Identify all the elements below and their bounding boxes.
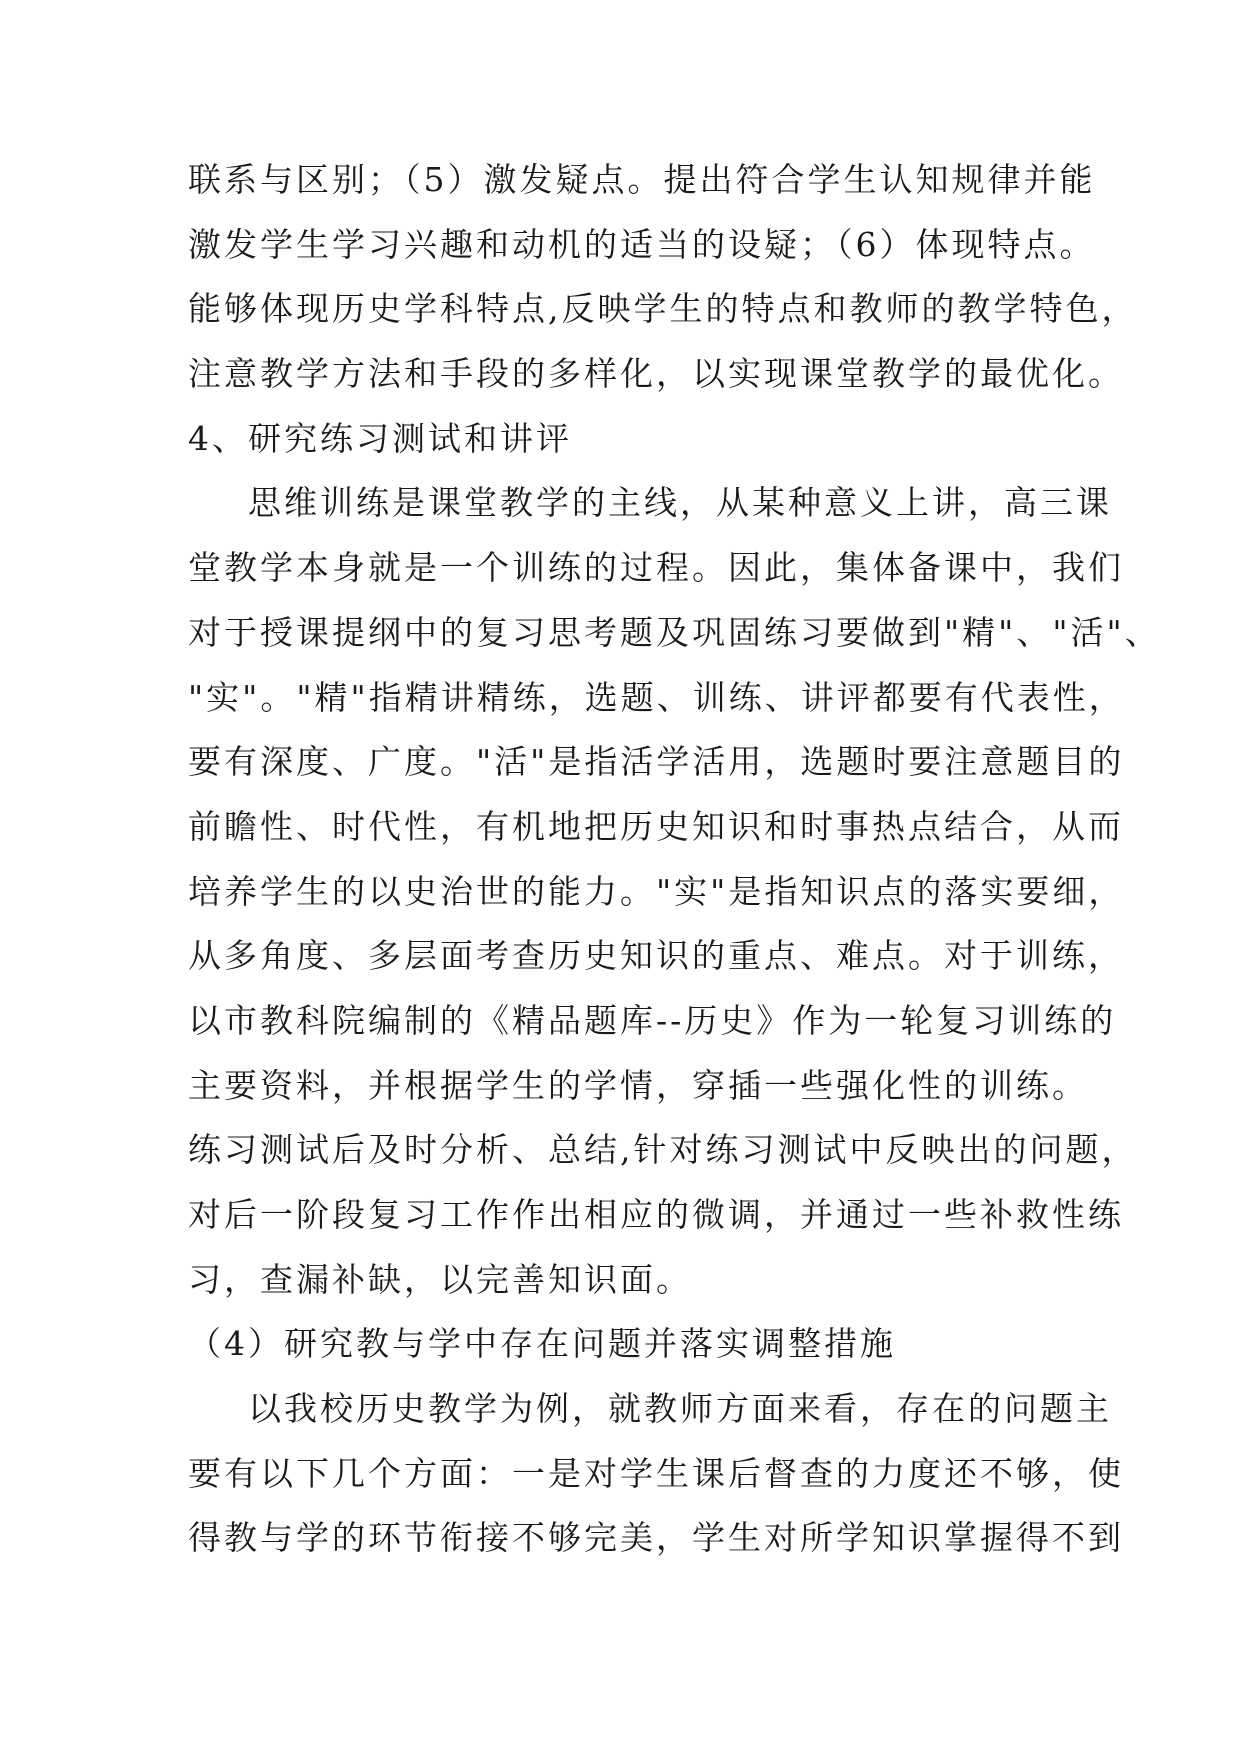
section-heading: （4）研究教与学中存在问题并落实调整措施 xyxy=(188,1324,896,1364)
text-line: "实"。"精"指精讲精练，选题、训练、讲评都要有代表性， xyxy=(188,677,1125,717)
text-line: 联系与区别；（5）激发疑点。提出符合学生认知规律并能 xyxy=(188,160,1096,199)
text-line: 要有深度、广度。"活"是指活学活用，选题时要注意题目的 xyxy=(188,742,1125,782)
section-heading: 4、研究练习测试和讲评 xyxy=(188,418,572,458)
text-line: 对于授课提纲中的复习思考题及巩固练习要做到"精"、"活"、 xyxy=(188,612,1161,652)
text-line: 思维训练是课堂教学的主线，从某种意义上讲，高三课 xyxy=(248,483,1112,523)
text-line: 得教与学的环节衔接不够完美，学生对所学知识掌握得不到 xyxy=(188,1518,1124,1558)
text-line: 能够体现历史学科特点,反映学生的特点和教师的教学特色， xyxy=(188,289,1138,329)
text-line: 以我校历史教学为例，就教师方面来看，存在的问题主 xyxy=(248,1389,1112,1429)
text-line: 要有以下几个方面：一是对学生课后督查的力度还不够，使 xyxy=(188,1453,1124,1493)
text-line: 以市教科院编制的《精品题库--历史》作为一轮复习训练的 xyxy=(188,1000,1117,1040)
text-line: 练习测试后及时分析、总结,针对练习测试中反映出的问题， xyxy=(188,1130,1138,1170)
text-line: 堂教学本身就是一个训练的过程。因此，集体备课中，我们 xyxy=(188,548,1124,588)
text-line: 前瞻性、时代性，有机地把历史知识和时事热点结合，从而 xyxy=(188,806,1124,846)
body-text xyxy=(188,148,1161,1571)
text-line: 培养学生的以史治世的能力。"实"是指知识点的落实要细， xyxy=(188,871,1125,911)
text-line: 主要资料，并根据学生的学情，穿插一些强化性的训练。 xyxy=(188,1065,1088,1105)
text-line: 激发学生学习兴趣和动机的适当的设疑；（6）体现特点。 xyxy=(188,224,1096,264)
text-line: 从多角度、多层面考查历史知识的重点、难点。对于训练， xyxy=(188,936,1124,976)
text-line: 注意教学方法和手段的多样化，以实现课堂教学的最优化。 xyxy=(188,354,1124,394)
text-line: 习，查漏补缺，以完善知识面。 xyxy=(188,1259,692,1299)
text-line: 对后一阶段复习工作作出相应的微调，并通过一些补救性练 xyxy=(188,1195,1124,1234)
